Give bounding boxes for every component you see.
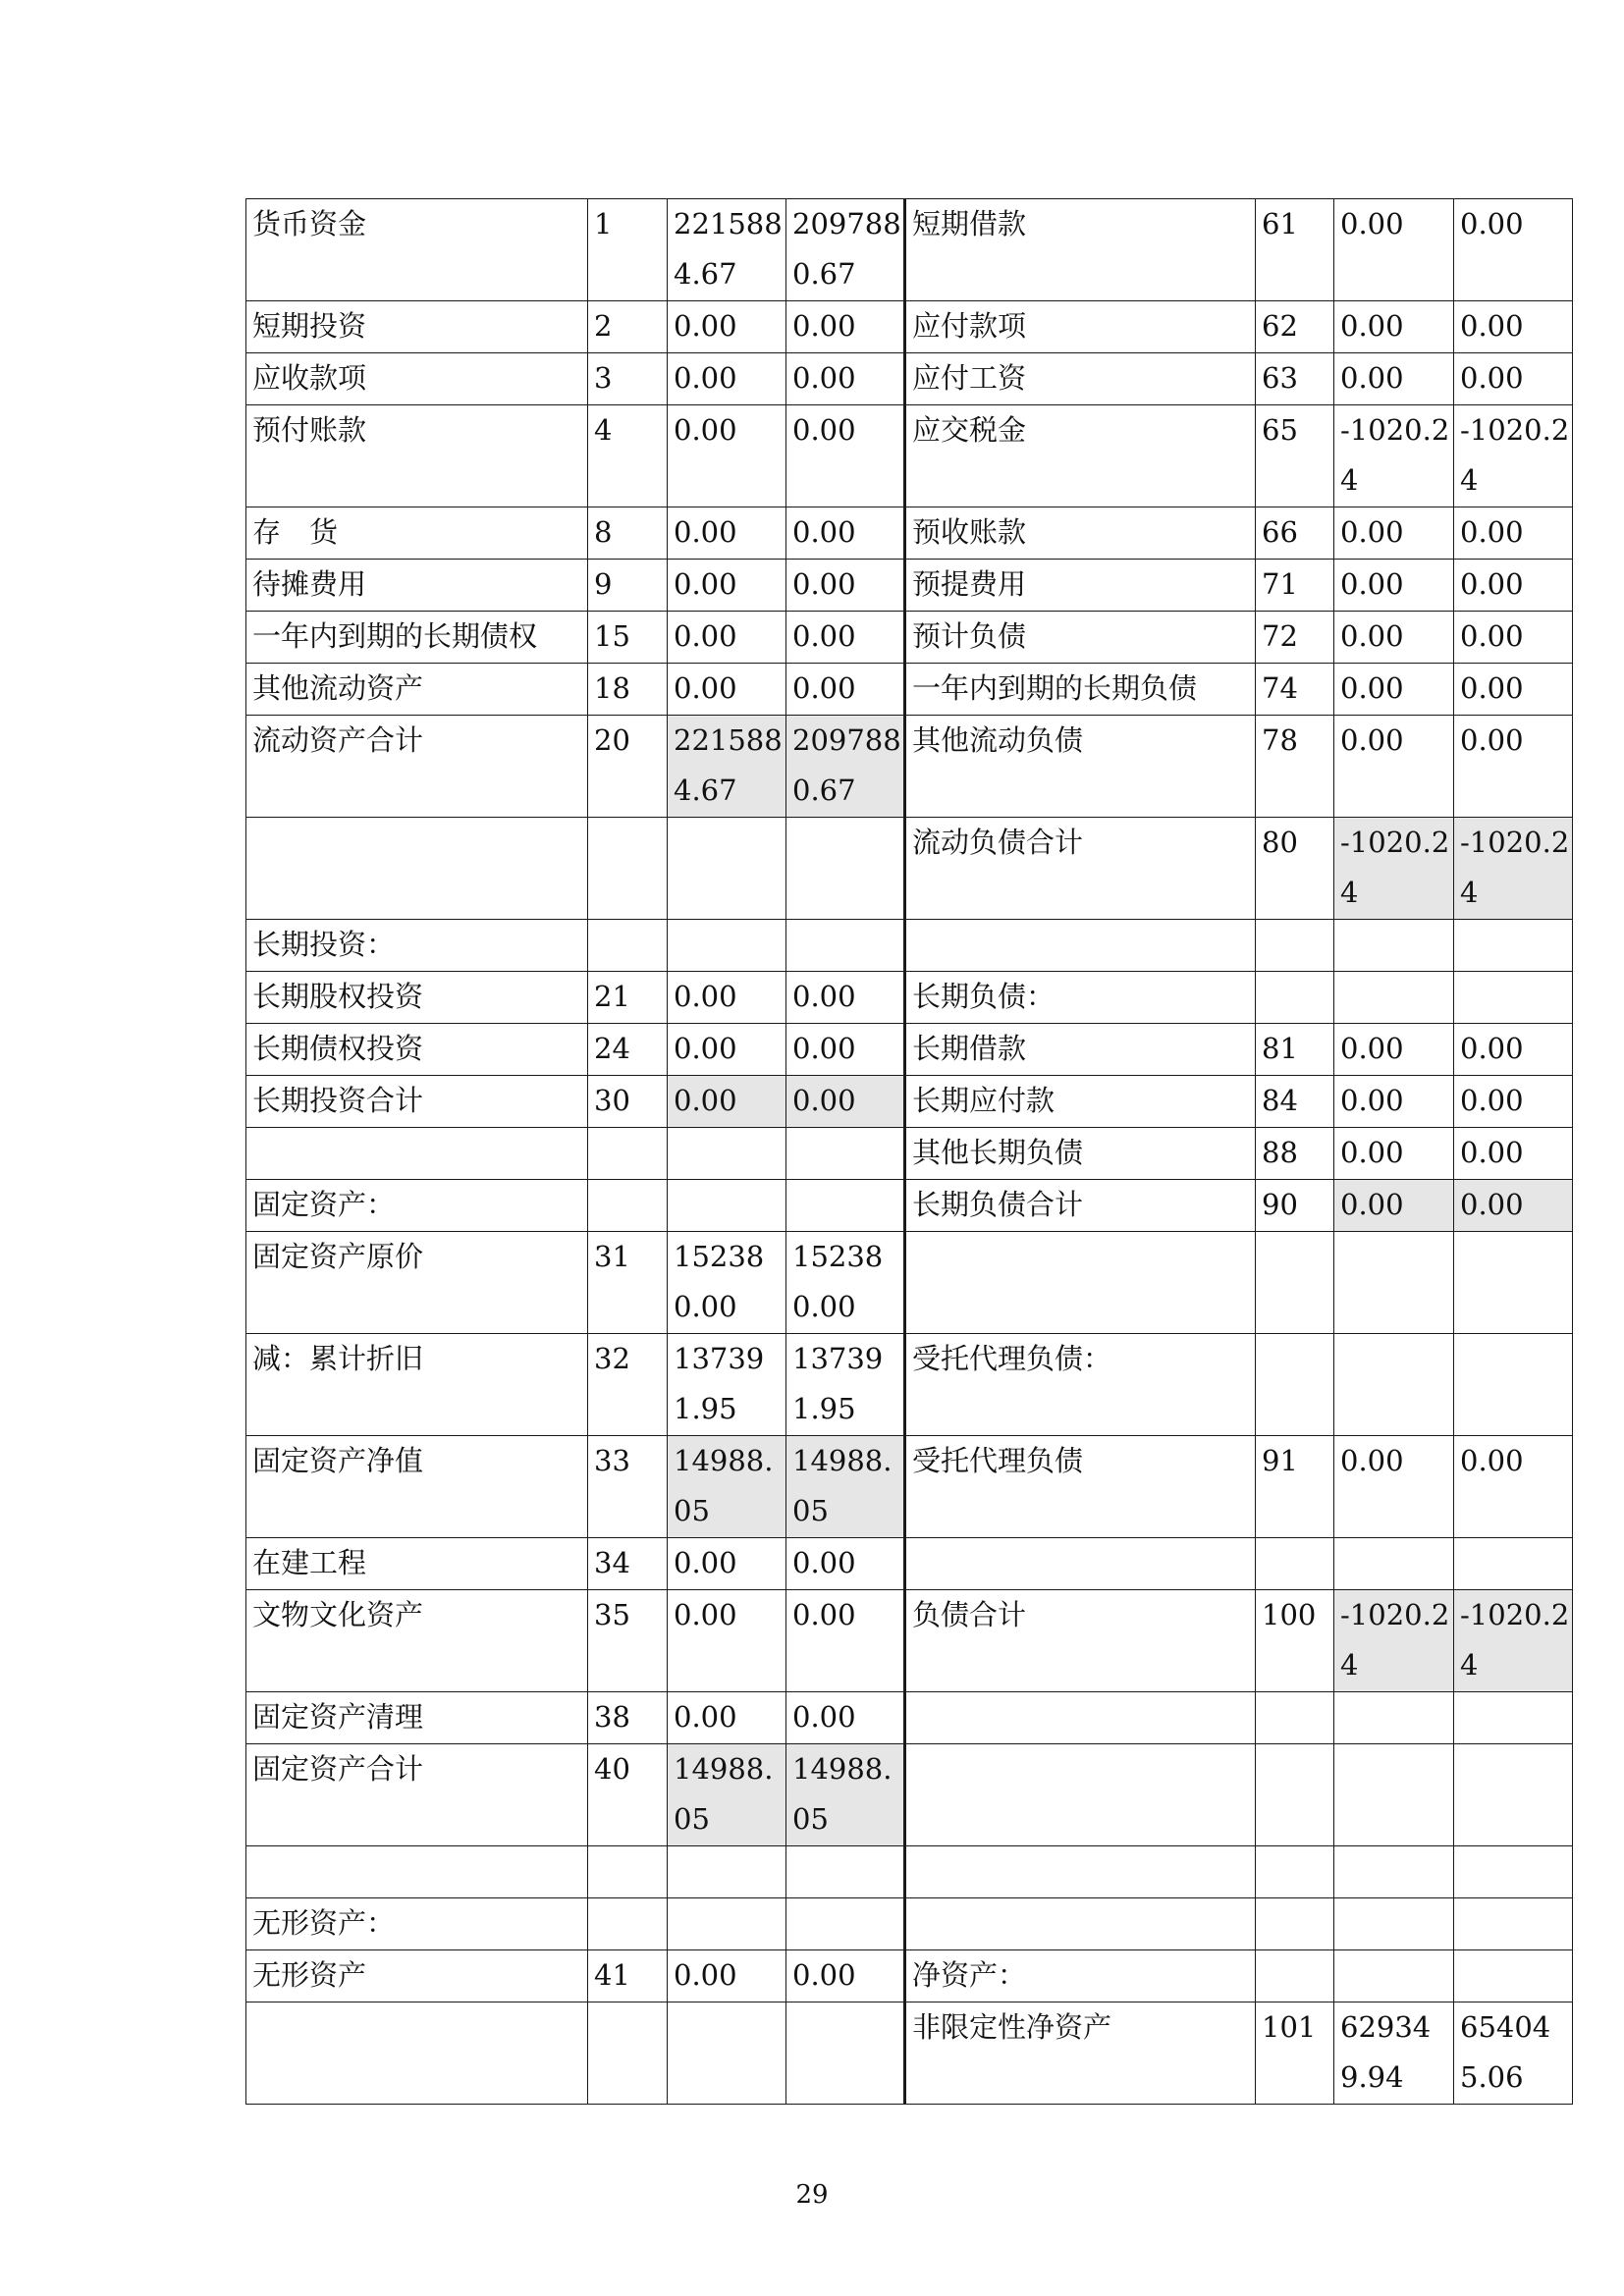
asset-item-cell (246, 1846, 588, 1898)
liability-line-no-cell: 100 (1256, 1590, 1334, 1692)
liability-value-a-cell: -1020.24 (1334, 818, 1454, 920)
liability-value-b-cell (1454, 1950, 1573, 2002)
table-row (246, 301, 1573, 353)
liability-item-cell: 预提费用 (905, 560, 1256, 612)
liability-line-no-cell: 71 (1256, 560, 1334, 612)
liability-line-no-cell (1256, 1334, 1334, 1436)
liability-value-a-cell: 0.00 (1334, 353, 1454, 405)
asset-item-cell: 长期投资： (246, 920, 588, 972)
liability-value-b-cell (1454, 1692, 1573, 1744)
liability-line-no-cell: 101 (1256, 2002, 1334, 2105)
liability-value-b-cell: 0.00 (1454, 199, 1573, 301)
liability-item-cell: 长期负债合计 (905, 1180, 1256, 1232)
asset-value-a-cell: 0.00 (668, 507, 786, 560)
liability-line-no-cell (1256, 920, 1334, 972)
asset-value-a-cell: 14988.05 (668, 1744, 786, 1846)
table-row (246, 664, 1573, 716)
liability-line-no-cell: 62 (1256, 301, 1334, 353)
table-row (246, 1076, 1573, 1128)
liability-item-cell: 其他流动负债 (905, 716, 1256, 818)
table-row (246, 1590, 1573, 1692)
liability-line-no-cell: 80 (1256, 818, 1334, 920)
asset-item-cell: 无形资产： (246, 1898, 588, 1950)
liability-value-a-cell: 0.00 (1334, 612, 1454, 664)
asset-value-b-cell: 0.00 (786, 1692, 905, 1744)
asset-value-b-cell (786, 1128, 905, 1180)
asset-line-no-cell: 30 (588, 1076, 668, 1128)
asset-line-no-cell (588, 1128, 668, 1180)
table-row (246, 1846, 1573, 1898)
asset-value-b-cell: 2097880.67 (786, 199, 905, 301)
liability-item-cell: 非限定性净资产 (905, 2002, 1256, 2105)
liability-value-b-cell: 0.00 (1454, 353, 1573, 405)
asset-item-cell: 固定资产合计 (246, 1744, 588, 1846)
liability-value-b-cell: 0.00 (1454, 1076, 1573, 1128)
liability-value-b-cell: 0.00 (1454, 507, 1573, 560)
liability-line-no-cell: 90 (1256, 1180, 1334, 1232)
liability-value-b-cell: 0.00 (1454, 664, 1573, 716)
liability-line-no-cell: 74 (1256, 664, 1334, 716)
liability-item-cell: 流动负债合计 (905, 818, 1256, 920)
asset-value-a-cell: 0.00 (668, 1590, 786, 1692)
liability-line-no-cell: 84 (1256, 1076, 1334, 1128)
asset-item-cell: 货币资金 (246, 199, 588, 301)
asset-line-no-cell: 34 (588, 1538, 668, 1590)
asset-value-a-cell: 0.00 (668, 664, 786, 716)
liability-value-b-cell: 654045.06 (1454, 2002, 1573, 2105)
liability-value-a-cell (1334, 1898, 1454, 1950)
liability-line-no-cell (1256, 1538, 1334, 1590)
asset-value-b-cell: 0.00 (786, 301, 905, 353)
asset-value-b-cell (786, 818, 905, 920)
asset-value-a-cell: 0.00 (668, 972, 786, 1024)
liability-value-b-cell: -1020.24 (1454, 405, 1573, 507)
liability-line-no-cell (1256, 972, 1334, 1024)
liability-item-cell (905, 1232, 1256, 1334)
liability-value-a-cell: 0.00 (1334, 1180, 1454, 1232)
table-row (246, 716, 1573, 818)
liability-line-no-cell: 61 (1256, 199, 1334, 301)
liability-item-cell (905, 920, 1256, 972)
asset-value-a-cell: 0.00 (668, 612, 786, 664)
asset-item-cell: 其他流动资产 (246, 664, 588, 716)
table-row (246, 1538, 1573, 1590)
liability-value-a-cell (1334, 1232, 1454, 1334)
liability-value-b-cell: 0.00 (1454, 1180, 1573, 1232)
asset-value-a-cell: 0.00 (668, 353, 786, 405)
asset-value-b-cell: 0.00 (786, 1024, 905, 1076)
table-row (246, 353, 1573, 405)
asset-value-a-cell (668, 1898, 786, 1950)
table-row (246, 560, 1573, 612)
table-row (246, 2002, 1573, 2105)
asset-value-a-cell: 0.00 (668, 560, 786, 612)
liability-item-cell: 一年内到期的长期负债 (905, 664, 1256, 716)
asset-line-no-cell: 24 (588, 1024, 668, 1076)
liability-item-cell: 短期借款 (905, 199, 1256, 301)
liability-item-cell: 负债合计 (905, 1590, 1256, 1692)
liability-item-cell: 应付款项 (905, 301, 1256, 353)
liability-line-no-cell: 78 (1256, 716, 1334, 818)
liability-value-a-cell: 0.00 (1334, 1436, 1454, 1538)
liability-value-a-cell: 0.00 (1334, 1024, 1454, 1076)
asset-item-cell: 应收款项 (246, 353, 588, 405)
table-row (246, 818, 1573, 920)
asset-item-cell: 长期投资合计 (246, 1076, 588, 1128)
liability-value-a-cell (1334, 1692, 1454, 1744)
liability-value-a-cell: 629349.94 (1334, 2002, 1454, 2105)
table-row (246, 1692, 1573, 1744)
liability-item-cell: 应交税金 (905, 405, 1256, 507)
liability-value-a-cell: -1020.24 (1334, 405, 1454, 507)
asset-value-b-cell (786, 2002, 905, 2105)
liability-value-a-cell (1334, 1334, 1454, 1436)
asset-line-no-cell: 32 (588, 1334, 668, 1436)
asset-value-a-cell (668, 1846, 786, 1898)
asset-value-a-cell: 14988.05 (668, 1436, 786, 1538)
asset-line-no-cell: 2 (588, 301, 668, 353)
asset-value-b-cell (786, 920, 905, 972)
asset-item-cell: 长期股权投资 (246, 972, 588, 1024)
liability-value-a-cell: 0.00 (1334, 507, 1454, 560)
liability-value-b-cell (1454, 1232, 1573, 1334)
asset-value-a-cell: 0.00 (668, 1024, 786, 1076)
liability-value-a-cell: 0.00 (1334, 716, 1454, 818)
asset-line-no-cell: 21 (588, 972, 668, 1024)
asset-value-b-cell: 2097880.67 (786, 716, 905, 818)
liability-item-cell (905, 1692, 1256, 1744)
liability-item-cell: 长期借款 (905, 1024, 1256, 1076)
asset-line-no-cell: 33 (588, 1436, 668, 1538)
asset-line-no-cell: 35 (588, 1590, 668, 1692)
table-row (246, 1334, 1573, 1436)
liability-line-no-cell: 66 (1256, 507, 1334, 560)
asset-item-cell: 固定资产净值 (246, 1436, 588, 1538)
asset-value-a-cell: 0.00 (668, 1950, 786, 2002)
asset-value-a-cell (668, 920, 786, 972)
liability-line-no-cell (1256, 1846, 1334, 1898)
liability-value-b-cell (1454, 1898, 1573, 1950)
asset-item-cell (246, 1128, 588, 1180)
liability-line-no-cell: 72 (1256, 612, 1334, 664)
liability-value-a-cell: 0.00 (1334, 664, 1454, 716)
liability-value-b-cell (1454, 1846, 1573, 1898)
asset-line-no-cell: 4 (588, 405, 668, 507)
table-row (246, 405, 1573, 507)
asset-line-no-cell: 15 (588, 612, 668, 664)
asset-value-a-cell: 137391.95 (668, 1334, 786, 1436)
liability-item-cell (905, 1846, 1256, 1898)
asset-item-cell: 无形资产 (246, 1950, 588, 2002)
liability-value-a-cell: -1020.24 (1334, 1590, 1454, 1692)
asset-value-b-cell: 14988.05 (786, 1436, 905, 1538)
liability-value-a-cell (1334, 972, 1454, 1024)
asset-line-no-cell: 9 (588, 560, 668, 612)
liability-value-b-cell (1454, 1538, 1573, 1590)
asset-item-cell: 减：累计折旧 (246, 1334, 588, 1436)
liability-item-cell: 长期负债： (905, 972, 1256, 1024)
asset-value-a-cell: 0.00 (668, 405, 786, 507)
liability-value-b-cell: 0.00 (1454, 301, 1573, 353)
asset-value-b-cell: 137391.95 (786, 1334, 905, 1436)
table-row (246, 1950, 1573, 2002)
asset-value-b-cell: 14988.05 (786, 1744, 905, 1846)
liability-line-no-cell (1256, 1744, 1334, 1846)
asset-value-a-cell: 0.00 (668, 1538, 786, 1590)
table-row (246, 972, 1573, 1024)
asset-value-b-cell: 0.00 (786, 1590, 905, 1692)
liability-item-cell (905, 1898, 1256, 1950)
liability-value-b-cell: 0.00 (1454, 612, 1573, 664)
asset-line-no-cell: 40 (588, 1744, 668, 1846)
asset-item-cell: 一年内到期的长期债权 (246, 612, 588, 664)
liability-item-cell: 净资产： (905, 1950, 1256, 2002)
table-row (246, 1128, 1573, 1180)
table-row (246, 1180, 1573, 1232)
asset-line-no-cell: 8 (588, 507, 668, 560)
asset-line-no-cell: 1 (588, 199, 668, 301)
page-number: 29 (795, 2180, 829, 2210)
liability-item-cell: 长期应付款 (905, 1076, 1256, 1128)
table-row (246, 1232, 1573, 1334)
table-row (246, 199, 1573, 301)
asset-value-b-cell: 0.00 (786, 1076, 905, 1128)
asset-line-no-cell: 31 (588, 1232, 668, 1334)
asset-line-no-cell: 18 (588, 664, 668, 716)
liability-value-a-cell (1334, 920, 1454, 972)
asset-value-a-cell: 152380.00 (668, 1232, 786, 1334)
balance-sheet-table (245, 198, 1573, 2105)
asset-item-cell: 流动资产合计 (246, 716, 588, 818)
table-row (246, 920, 1573, 972)
asset-line-no-cell: 20 (588, 716, 668, 818)
liability-line-no-cell: 88 (1256, 1128, 1334, 1180)
liability-value-a-cell: 0.00 (1334, 301, 1454, 353)
asset-line-no-cell (588, 1846, 668, 1898)
liability-item-cell: 受托代理负债 (905, 1436, 1256, 1538)
asset-value-a-cell: 2215884.67 (668, 199, 786, 301)
asset-value-b-cell: 0.00 (786, 405, 905, 507)
asset-value-a-cell (668, 2002, 786, 2105)
liability-value-b-cell (1454, 1744, 1573, 1846)
asset-item-cell: 在建工程 (246, 1538, 588, 1590)
asset-item-cell: 固定资产清理 (246, 1692, 588, 1744)
liability-line-no-cell: 63 (1256, 353, 1334, 405)
asset-item-cell: 长期债权投资 (246, 1024, 588, 1076)
liability-line-no-cell (1256, 1692, 1334, 1744)
liability-value-b-cell (1454, 972, 1573, 1024)
liability-value-a-cell (1334, 1744, 1454, 1846)
table-row (246, 1436, 1573, 1538)
liability-value-a-cell (1334, 1538, 1454, 1590)
liability-line-no-cell: 81 (1256, 1024, 1334, 1076)
liability-value-a-cell: 0.00 (1334, 199, 1454, 301)
asset-value-b-cell: 0.00 (786, 972, 905, 1024)
asset-value-b-cell: 0.00 (786, 1538, 905, 1590)
liability-item-cell: 其他长期负债 (905, 1128, 1256, 1180)
liability-value-b-cell (1454, 1334, 1573, 1436)
asset-item-cell: 短期投资 (246, 301, 588, 353)
asset-value-b-cell (786, 1846, 905, 1898)
asset-value-b-cell: 0.00 (786, 612, 905, 664)
asset-item-cell (246, 2002, 588, 2105)
liability-item-cell (905, 1538, 1256, 1590)
asset-line-no-cell: 41 (588, 1950, 668, 2002)
table-row (246, 1024, 1573, 1076)
asset-value-a-cell (668, 1180, 786, 1232)
asset-item-cell: 固定资产原价 (246, 1232, 588, 1334)
table-row (246, 1898, 1573, 1950)
asset-line-no-cell (588, 920, 668, 972)
liability-value-b-cell: 0.00 (1454, 1128, 1573, 1180)
liability-value-a-cell (1334, 1846, 1454, 1898)
asset-value-b-cell (786, 1180, 905, 1232)
table-row (246, 507, 1573, 560)
table-row (246, 1744, 1573, 1846)
asset-value-a-cell: 0.00 (668, 1692, 786, 1744)
asset-item-cell: 存 货 (246, 507, 588, 560)
liability-value-b-cell: 0.00 (1454, 1024, 1573, 1076)
liability-value-b-cell: -1020.24 (1454, 1590, 1573, 1692)
asset-line-no-cell (588, 2002, 668, 2105)
asset-item-cell: 待摊费用 (246, 560, 588, 612)
liability-value-a-cell: 0.00 (1334, 1128, 1454, 1180)
liability-line-no-cell (1256, 1950, 1334, 2002)
liability-item-cell: 应付工资 (905, 353, 1256, 405)
liability-item-cell: 预收账款 (905, 507, 1256, 560)
liability-line-no-cell (1256, 1232, 1334, 1334)
asset-value-b-cell: 0.00 (786, 1950, 905, 2002)
liability-value-a-cell (1334, 1950, 1454, 2002)
asset-value-a-cell: 0.00 (668, 1076, 786, 1128)
asset-item-cell (246, 818, 588, 920)
asset-value-b-cell: 0.00 (786, 664, 905, 716)
liability-value-a-cell: 0.00 (1334, 560, 1454, 612)
liability-value-b-cell (1454, 920, 1573, 972)
liability-value-b-cell: 0.00 (1454, 716, 1573, 818)
liability-value-a-cell: 0.00 (1334, 1076, 1454, 1128)
asset-value-a-cell (668, 818, 786, 920)
liability-item-cell: 受托代理负债： (905, 1334, 1256, 1436)
asset-item-cell: 预付账款 (246, 405, 588, 507)
asset-line-no-cell: 38 (588, 1692, 668, 1744)
liability-item-cell (905, 1744, 1256, 1846)
asset-value-a-cell: 2215884.67 (668, 716, 786, 818)
liability-value-b-cell: -1020.24 (1454, 818, 1573, 920)
liability-line-no-cell: 91 (1256, 1436, 1334, 1538)
liability-line-no-cell (1256, 1898, 1334, 1950)
asset-line-no-cell (588, 1898, 668, 1950)
asset-value-a-cell (668, 1128, 786, 1180)
asset-value-a-cell: 0.00 (668, 301, 786, 353)
asset-item-cell: 固定资产： (246, 1180, 588, 1232)
liability-item-cell: 预计负债 (905, 612, 1256, 664)
asset-line-no-cell (588, 1180, 668, 1232)
table-row (246, 612, 1573, 664)
liability-line-no-cell: 65 (1256, 405, 1334, 507)
asset-value-b-cell: 0.00 (786, 560, 905, 612)
asset-value-b-cell (786, 1898, 905, 1950)
asset-item-cell: 文物文化资产 (246, 1590, 588, 1692)
asset-value-b-cell: 0.00 (786, 507, 905, 560)
asset-value-b-cell: 152380.00 (786, 1232, 905, 1334)
liability-value-b-cell: 0.00 (1454, 1436, 1573, 1538)
asset-value-b-cell: 0.00 (786, 353, 905, 405)
asset-line-no-cell (588, 818, 668, 920)
asset-line-no-cell: 3 (588, 353, 668, 405)
liability-value-b-cell: 0.00 (1454, 560, 1573, 612)
